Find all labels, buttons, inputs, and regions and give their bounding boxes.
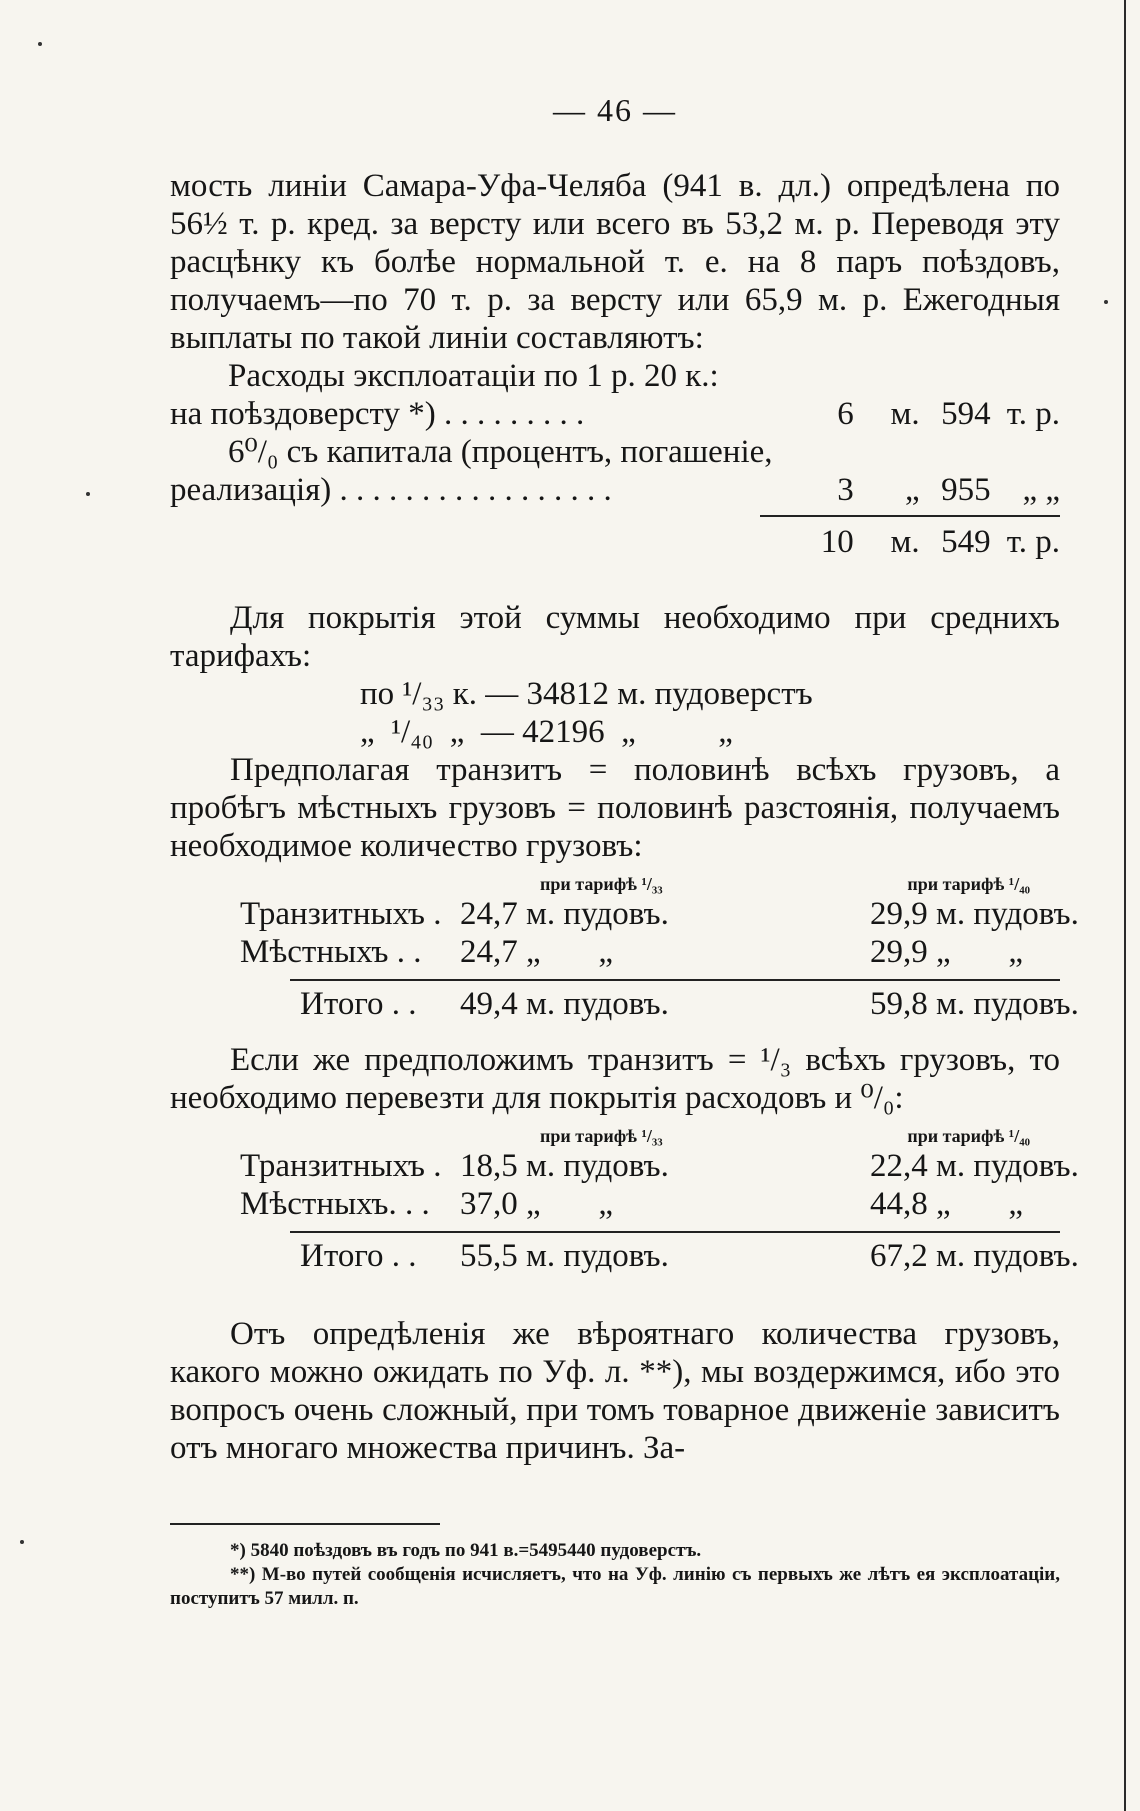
row-label: Транзитныхъ . [240,1148,442,1184]
footnote-2: **) М-во путей сообщенія исчисляетъ, что на Уф. линію съ первыхъ же лѣтъ ея эксплоатаціи, поступитъ 57 милл. п. [170,1564,1060,1609]
expense-unit: „ [904,472,920,508]
expense-thousands: 594 [941,396,991,432]
row-value-40: 29,9 м. пудовъ. [870,896,1079,932]
expense-label: реализація) . . . . . . . . . . . . . . . . . [170,472,612,508]
paragraph-1: мость линіи Самара-Уфа-Челяба (941 в. дл.) опредѣлена по 56½ т. р. кред. за версту или всего въ 53,2 м. р. Переводя эту расцѣнку къ болѣе нормальной т. е. на 8 паръ поѣздовъ, получаемъ—по 70 т. р. за версту или 65,9 м. р. Ежегодныя выплаты по такой линіи составляютъ: [170,168,1060,356]
freight-table-1 [170,869,1079,1023]
row-value-40: 22,4 м. пудовъ. [870,1148,1079,1184]
row-value-33: 24,7 м. пудовъ. [460,896,669,932]
scan-speck [1104,300,1108,304]
expense-currency: т. р. [1006,396,1060,432]
table-row [170,895,1079,933]
total-unit: м. [890,524,920,560]
scan-speck [38,42,42,46]
header-tariff-40: при тарифѣ ¹/₄₀ [907,1126,1030,1146]
total-label: Итого . . [300,1238,417,1274]
table-row [170,1185,1060,1223]
table-row [170,933,1060,971]
table-row [170,1147,1079,1185]
table-header [170,869,1060,895]
scan-speck [86,492,90,496]
table-rule [290,1231,1060,1233]
table-header [170,1121,1060,1147]
footnote-rule [170,1523,440,1525]
tariff-line-1: по ¹/₃₃ к. — 34812 м. пудоверстъ [360,676,813,712]
total-value-33: 55,5 м. пудовъ. [460,1238,669,1274]
expense-total-row [170,523,1060,561]
paragraph-4: Если же предположимъ транзитъ = ¹/₃ всѣхъ грузовъ, то необходимо перевезти для покрытія расходовъ и ⁰/₀: [170,1042,1060,1116]
table-total-row [170,1237,1079,1275]
expenses-block [170,357,1060,561]
row-value-33: 37,0 „ „ [460,1186,614,1222]
header-tariff-40: при тарифѣ ¹/₄₀ [907,874,1030,894]
expense-amount: 3 [837,472,854,508]
expense-amount: 6 [837,396,854,432]
paragraph-2: Для покрытія этой суммы необходимо при среднихъ тарифахъ: [170,600,1060,674]
tariff-line-2: „ ¹/₄₀ „ — 42196 „ „ [360,714,733,750]
expense-thousands: 955 [941,472,991,508]
page-edge-line [1124,0,1126,1811]
expense-currency: „ „ [1022,472,1060,508]
page [170,92,1079,1611]
expenses-capital-line: 6⁰/₀ съ капитала (процентъ, погашеніе, [228,434,773,470]
header-tariff-33: при тарифѣ ¹/₃₃ [540,1126,663,1146]
total-label: Итого . . [300,986,417,1022]
row-value-40: 44,8 „ „ [870,1186,1024,1222]
paragraph-3: Предполагая транзитъ = половинѣ всѣхъ грузовъ, а пробѣгъ мѣстныхъ грузовъ = половинѣ разстоянія, получаемъ необходимое количество грузовъ: [170,752,1060,864]
expenses-intro: Расходы эксплоатаціи по 1 р. 20 к.: [228,358,719,394]
page-number: — 46 — [553,92,677,128]
total-value-33: 49,4 м. пудовъ. [460,986,669,1022]
footnote-1: *) 5840 поѣздовъ въ годъ по 941 в.=5495440 пудоверстъ. [230,1540,702,1561]
expense-label: на поѣздоверсту *) . . . . . . . . . [170,396,585,432]
scan-speck [20,1540,24,1544]
table-total-row [170,985,1079,1023]
total-currency: т. р. [1006,524,1060,560]
row-value-33: 18,5 м. пудовъ. [460,1148,669,1184]
row-label: Мѣстныхъ. . . [240,1186,430,1222]
expense-row-train-verst [170,395,1060,433]
row-value-40: 29,9 „ „ [870,934,1024,970]
table-rule [290,979,1060,981]
row-value-33: 24,7 „ „ [460,934,614,970]
total-value-40: 59,8 м. пудовъ. [870,986,1079,1022]
total-thousands: 549 [941,524,991,560]
freight-table-2 [170,1121,1079,1275]
expense-unit: м. [890,396,920,432]
sum-rule [760,515,1060,517]
total-amount: 10 [820,524,854,560]
total-value-40: 67,2 м. пудовъ. [870,1238,1079,1274]
expense-row-capital [170,471,1060,509]
row-label: Мѣстныхъ . . [240,934,422,970]
paragraph-5: Отъ опредѣленія же вѣроятнаго количества грузовъ, какого можно ожидать по Уф. л. **), мы воздержимся, ибо это вопросъ очень сложный, при томъ товарное движеніе зависитъ отъ многаго множества причинъ. За- [170,1316,1060,1466]
header-tariff-33: при тарифѣ ¹/₃₃ [540,874,663,894]
row-label: Транзитныхъ . [240,896,442,932]
